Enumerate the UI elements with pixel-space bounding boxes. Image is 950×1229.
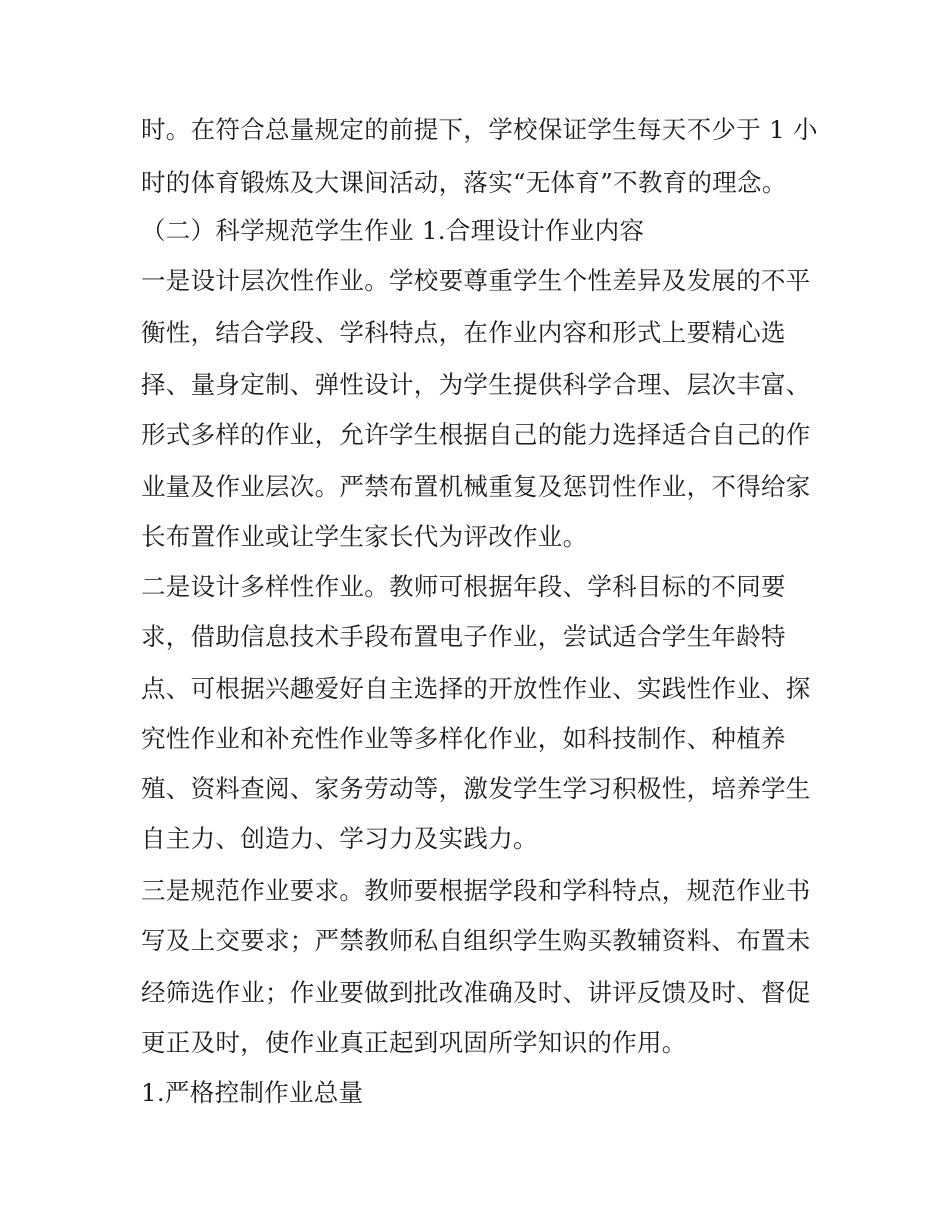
text-line-11: 求，借助信息技术手段布置电子作业，尝试适合学生年龄特: [141, 622, 786, 651]
text-line-13: 究性作业和补充性作业等多样化作业，如科技制作、种植养: [141, 724, 786, 753]
text-line-1: 时。在符合总量规定的前提下，学校保证学生每天不少于 1 小: [141, 115, 818, 144]
text-line-6: 择、量身定制、弹性设计，为学生提供科学合理、层次丰富、: [141, 370, 811, 399]
text-line-15: 自主力、创造力、学习力及实践力。: [141, 824, 538, 853]
text-line-8: 业量及作业层次。严禁布置机械重复及惩罚性作业，不得给家: [141, 472, 811, 501]
section-heading: （二）科学规范学生作业 1.合理设计作业内容: [141, 216, 645, 245]
text-line-18: 经筛选作业；作业要做到批改准确及时、讲评反馈及时、督促: [141, 978, 811, 1007]
text-line-12: 点、可根据兴趣爱好自主选择的开放性作业、实践性作业、探: [141, 674, 811, 703]
text-line-2: 时的体育锻炼及大课间活动，落实“无体育”不教育的理念。: [141, 168, 787, 197]
subsection-heading: 1.严格控制作业总量: [141, 1078, 364, 1107]
text-line-16: 三是规范作业要求。教师要根据学段和学科特点，规范作业书: [141, 876, 811, 905]
text-line-17: 写及上交要求；严禁教师私自组织学生购买教辅资料、布置未: [141, 926, 811, 955]
text-line-9: 长布置作业或让学生家长代为评改作业。: [141, 522, 588, 551]
text-line-10: 二是设计多样性作业。教师可根据年段、学科目标的不同要: [141, 572, 786, 601]
text-line-4: 一是设计层次性作业。学校要尊重学生个性差异及发展的不平: [141, 266, 811, 295]
text-line-14: 殖、资料查阅、家务劳动等，激发学生学习积极性，培养学生: [141, 774, 811, 803]
text-line-19: 更正及时，使作业真正起到巩固所学知识的作用。: [141, 1028, 687, 1057]
text-line-7: 形式多样的作业，允许学生根据自己的能力选择适合自己的作: [141, 420, 811, 449]
text-line-5: 衡性，结合学段、学科特点，在作业内容和形式上要精心选: [141, 318, 786, 347]
